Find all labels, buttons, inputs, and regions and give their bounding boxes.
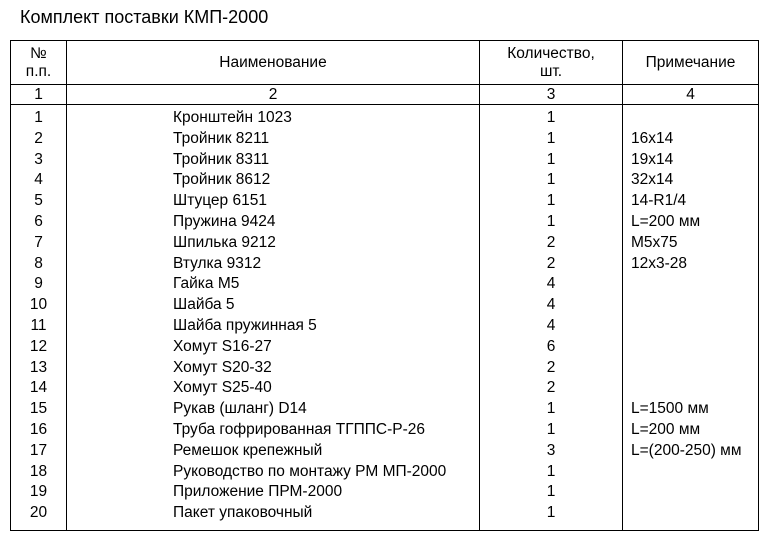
table-row [11,399,759,420]
item-quantity: 1 [480,399,623,420]
row-number: 1 [11,105,67,129]
item-note [623,274,759,295]
table-row [11,316,759,337]
item-quantity: 6 [480,337,623,358]
item-name: Кронштейн 1023 [67,105,480,129]
row-number: 19 [11,482,67,503]
table-row [11,254,759,275]
row-number: 12 [11,337,67,358]
item-note [623,295,759,316]
item-name: Труба гофрированная ТГППС-Р-26 [67,420,480,441]
item-note: M5x75 [623,233,759,254]
item-note [623,358,759,379]
item-quantity: 2 [480,358,623,379]
row-number: 18 [11,462,67,483]
item-quantity: 4 [480,295,623,316]
row-number: 10 [11,295,67,316]
item-name: Шайба пружинная 5 [67,316,480,337]
item-quantity: 1 [480,129,623,150]
item-quantity: 1 [480,150,623,171]
row-number: 6 [11,212,67,233]
table-row [11,295,759,316]
item-note [623,337,759,358]
item-note: 19x14 [623,150,759,171]
item-note: 32x14 [623,170,759,191]
column-number: 3 [480,85,623,105]
table-row [11,191,759,212]
item-name: Втулка 9312 [67,254,480,275]
table-body [11,105,759,531]
table-row [11,170,759,191]
header-name: Наименование [67,41,480,85]
row-number: 15 [11,399,67,420]
item-quantity: 1 [480,420,623,441]
item-quantity: 3 [480,441,623,462]
supply-kit-table [10,40,759,531]
table-row [11,503,759,530]
table-row [11,129,759,150]
item-name: Гайка М5 [67,274,480,295]
table-row [11,420,759,441]
item-name: Рукав (шланг) D14 [67,399,480,420]
item-note [623,316,759,337]
item-name: Тройник 8311 [67,150,480,171]
item-name: Пружина 9424 [67,212,480,233]
item-quantity: 2 [480,378,623,399]
item-quantity: 1 [480,462,623,483]
item-name: Хомут S16-27 [67,337,480,358]
row-number: 5 [11,191,67,212]
row-number: 9 [11,274,67,295]
table-row [11,358,759,379]
item-quantity: 1 [480,503,623,530]
table-header-row [11,41,759,85]
item-quantity: 2 [480,254,623,275]
header-num: № п.п. [11,41,67,85]
item-quantity: 1 [480,105,623,129]
item-name: Пакет упаковочный [67,503,480,530]
item-note: 14-R1/4 [623,191,759,212]
item-quantity: 1 [480,212,623,233]
header-qty: Количество, шт. [480,41,623,85]
item-note: L=200 мм [623,212,759,233]
row-number: 17 [11,441,67,462]
table-row [11,274,759,295]
row-number: 7 [11,233,67,254]
item-name: Шпилька 9212 [67,233,480,254]
row-number: 14 [11,378,67,399]
row-number: 2 [11,129,67,150]
row-number: 11 [11,316,67,337]
item-note [623,462,759,483]
item-note: L=200 мм [623,420,759,441]
item-name: Шайба 5 [67,295,480,316]
table-row [11,337,759,358]
row-number: 16 [11,420,67,441]
row-number: 13 [11,358,67,379]
table-row [11,105,759,129]
item-quantity: 4 [480,316,623,337]
table-row [11,150,759,171]
table-row [11,482,759,503]
column-number: 1 [11,85,67,105]
item-name: Тройник 8211 [67,129,480,150]
item-name: Ремешок крепежный [67,441,480,462]
document-title: Комплект поставки КМП-2000 [20,7,269,27]
item-note [623,503,759,530]
column-number: 2 [67,85,480,105]
table-row [11,233,759,254]
item-quantity: 2 [480,233,623,254]
item-quantity: 1 [480,191,623,212]
table-row [11,462,759,483]
item-name: Хомут S25-40 [67,378,480,399]
row-number: 3 [11,150,67,171]
table-row [11,378,759,399]
item-name: Приложение ПРМ-2000 [67,482,480,503]
item-name: Хомут S20-32 [67,358,480,379]
item-note: 12x3-28 [623,254,759,275]
item-note: L=1500 мм [623,399,759,420]
column-number-row [11,85,759,105]
item-name: Тройник 8612 [67,170,480,191]
item-note [623,378,759,399]
item-quantity: 4 [480,274,623,295]
item-quantity: 1 [480,170,623,191]
row-number: 4 [11,170,67,191]
item-name: Руководство по монтажу РМ МП-2000 [67,462,480,483]
table-row [11,441,759,462]
item-name: Штуцер 6151 [67,191,480,212]
table-row [11,212,759,233]
row-number: 8 [11,254,67,275]
item-note [623,105,759,129]
item-note: 16x14 [623,129,759,150]
header-note: Примечание [623,41,759,85]
item-note: L=(200-250) мм [623,441,759,462]
item-note [623,482,759,503]
item-quantity: 1 [480,482,623,503]
column-number: 4 [623,85,759,105]
row-number: 20 [11,503,67,530]
